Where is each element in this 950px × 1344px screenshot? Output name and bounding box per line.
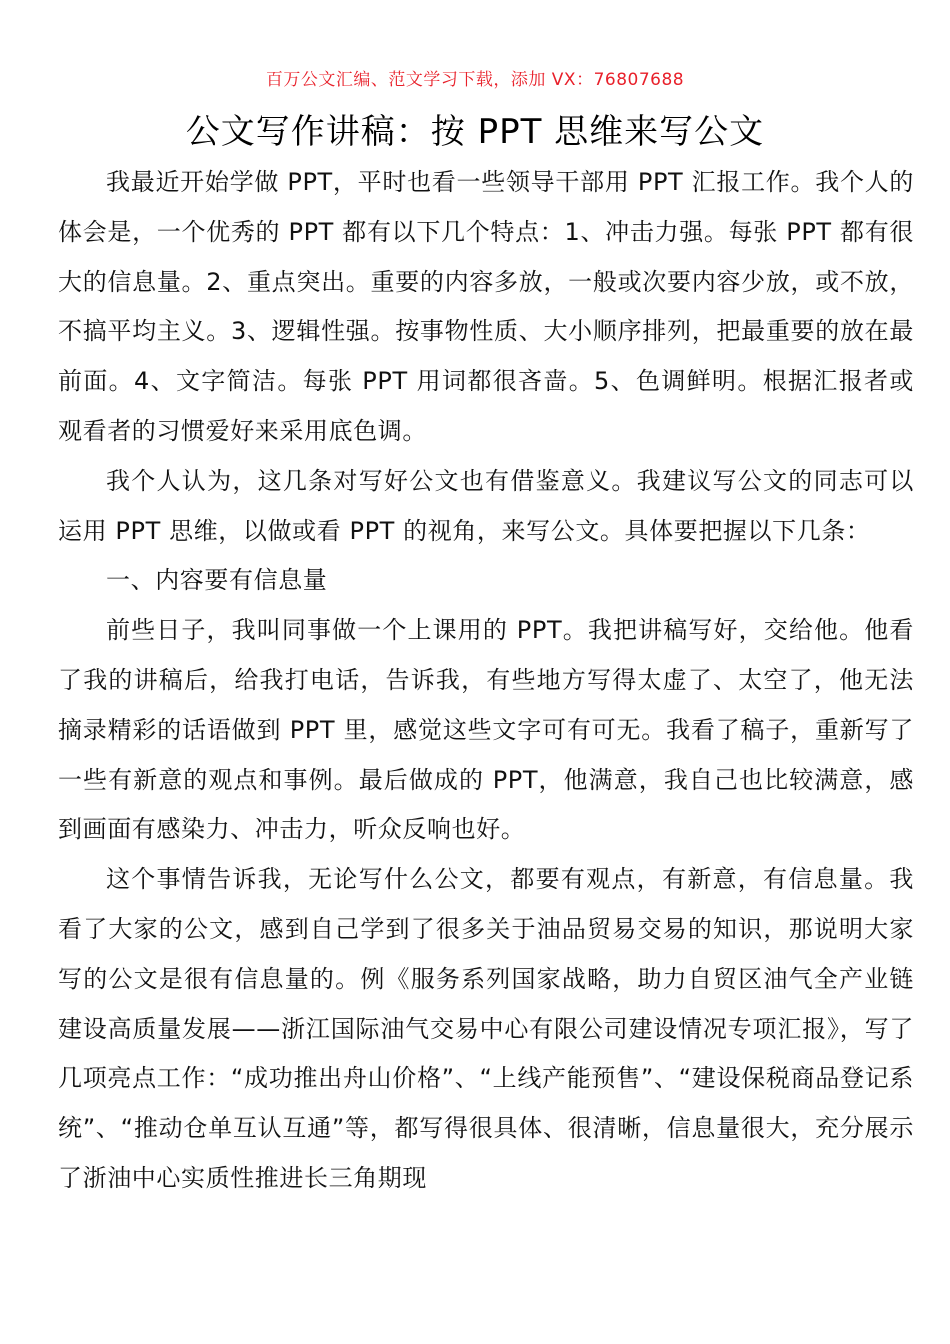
- header-note: 百万公文汇编、范文学习下载，添加 VX：76807688: [265, 70, 685, 90]
- paragraph-1: 我最近开始学做 PPT，平时也看一些领导干部用 PPT 汇报工作。我个人的体会是，一个优秀的 PPT 都有以下几个特点：1、冲击力强。每张 PPT 都有很大的信息量。2、重点突出。重要的内容多放，一般或次要内容少放，或不放，不搞平均主义。3、逻辑性强。按事物性质、大小顺序排列，把最重要的放在最前面。4、文字简洁。每张 PPT 用词都很吝啬。5、色调鲜明。根据汇报者或观看者的习惯爱好来采用底色调。: [58, 168, 914, 445]
- paragraph-4: 这个事情告诉我，无论写什么公文，都要有观点，有新意，有信息量。我看了大家的公文，感到自己学到了很多关于油品贸易交易的知识，那说明大家写的公文是很有信息量的。例《服务系列国家战略，助力自贸区油气全产业链建设高质量发展——浙江国际油气交易中心有限公司建设情况专项汇报》，写了几项亮点工作：“成功推出舟山价格”、“上线产能预售”、“建设保税商品登记系统”、“推动仓单互认互通”等，都写得很具体、很清晰，信息量很大，充分展示了浙油中心实质性推进长三角期现: [58, 865, 914, 1192]
- paragraph-2: 我个人认为，这几条对写好公文也有借鉴意义。我建议写公文的同志可以运用 PPT 思维，以做或看 PPT 的视角，来写公文。具体要把握以下几条：: [58, 466, 914, 545]
- paragraph-3: 前些日子，我叫同事做一个上课用的 PPT。我把讲稿写好，交给他。他看了我的讲稿后，给我打电话，告诉我，有些地方写得太虚了、太空了，他无法摘录精彩的话语做到 PPT 里，感觉这些文字可有可无。我看了稿子，重新写了一些有新意的观点和事例。最后做成的 PPT，他满意，我自己也比较满意，感到画面有感染力、冲击力，听众反响也好。: [58, 616, 914, 844]
- document-body: [58, 158, 914, 1204]
- document-title: 公文写作讲稿：按 PPT 思维来写公文: [185, 112, 765, 152]
- section-heading-1: 一、内容要有信息量: [106, 566, 328, 595]
